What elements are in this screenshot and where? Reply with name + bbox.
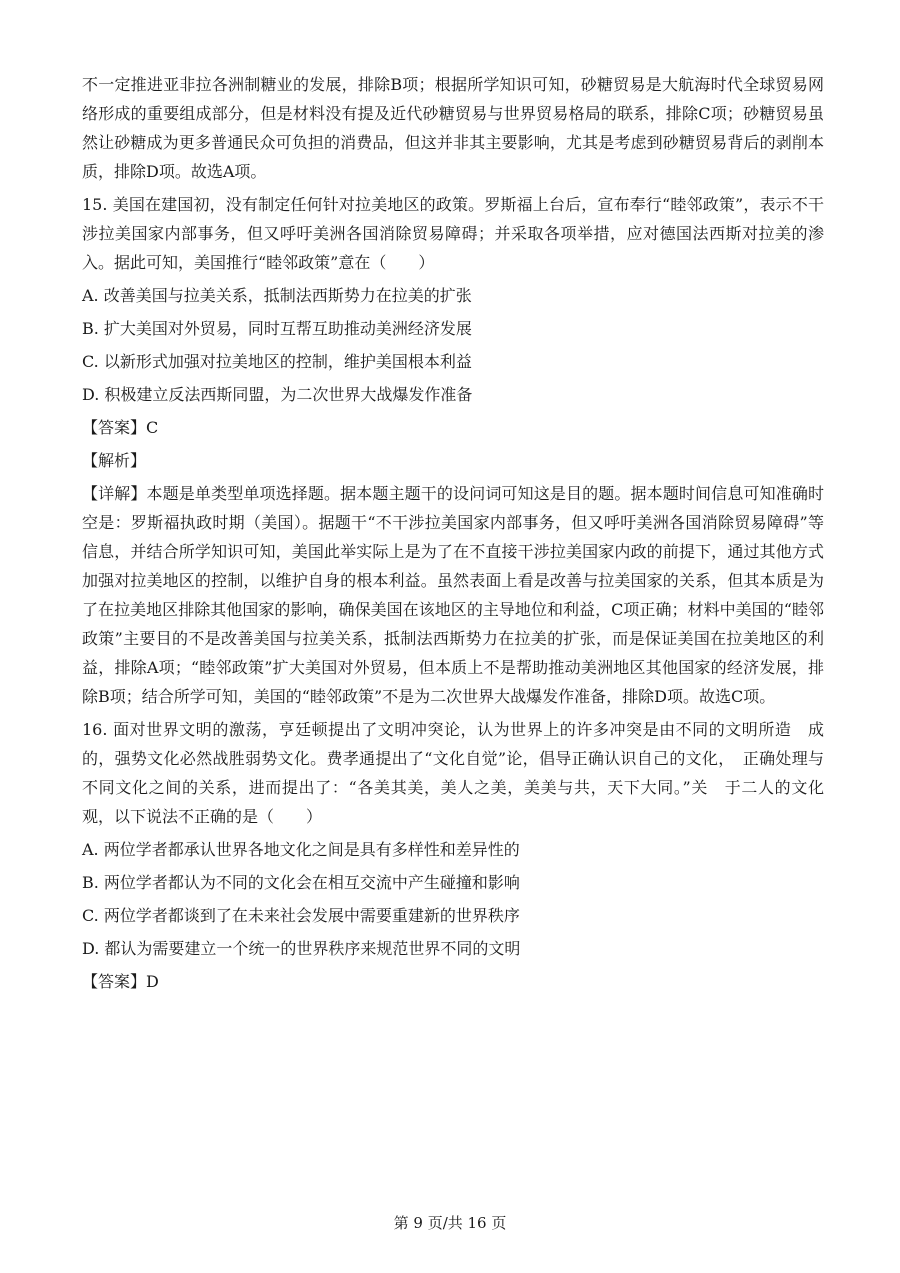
question-15-option-a: A. 改善美国与拉美关系，抵制法西斯势力在拉美的扩张 [82,286,472,305]
document-body [82,70,824,1000]
question-15-option-c: C. 以新形式加强对拉美地区的控制，维护美国根本利益 [82,352,472,371]
question-16-option-c: C. 两位学者都谈到了在未来社会发展中需要重建新的世界秩序 [82,906,520,925]
question-15-option-b: B. 扩大美国对外贸易，同时互帮互助推动美洲经济发展 [82,319,472,338]
question-16-option-a: A. 两位学者都承认世界各地文化之间是具有多样性和差异性的 [82,840,520,859]
question-16-option-d: D. 都认为需要建立一个统一的世界秩序来规范世界不同的文明 [82,939,521,958]
question-15-answer: 【答案】C [82,418,159,437]
paragraph-continued-explanation: 不一定推进亚非拉各洲制糖业的发展，排除B项；根据所学知识可知，砂糖贸易是大航海时代全球贸易网络形成的重要组成部分，但是材料没有提及近代砂糖贸易与世界贸易格局的联系，排除C项；砂糖贸易虽然让砂糖成为更多普通民众可负担的消费品，但这并非其主要影响，尤其是考虑到砂糖贸易背后的剥削本质，排除D项。故选A项。 [82,75,824,181]
question-16-stem: 16. 面对世界文明的激荡，亨廷顿提出了文明冲突论，认为世界上的许多冲突是由不同的文明所造 成的，强势文化必然战胜弱势文化。费孝通提出了“文化自觉”论，倡导正确认识自己的文化， 正确处理与不同文化之间的关系，进而提出了：“各美其美，美人之美，美美与共，天下大同。”关 于二人的文化观，以下说法不正确的是（ ） [82,720,824,826]
page-number-footer: 第 9 页/共 16 页 [393,1214,507,1232]
question-15-stem: 15. 美国在建国初，没有制定任何针对拉美地区的政策。罗斯福上台后，宣布奉行“睦邻政策”，表示不干涉拉美国家内部事务，但又呼吁美洲各国消除贸易障碍；并采取各项举措，应对德国法西斯对拉美的渗入。据此可知，美国推行“睦邻政策”意在（ ） [82,195,824,272]
question-15-analysis-label: 【解析】 [82,451,147,470]
question-15-detail: 【详解】本题是单类型单项选择题。据本题主题干的设问词可知这是目的题。据本题时间信息可知准确时空是：罗斯福执政时期（美国）。据题干“不干涉拉美国家内部事务，但又呼吁美洲各国消除贸易障碍”等信息，并结合所学知识可知，美国此举实际上是为了在不直接干涉拉美国家内政的前提下，通过其他方式加强对拉美地区的控制，以维护自身的根本利益。虽然表面上看是改善与拉美国家的关系，但其本质是为了在拉美地区排除其他国家的影响，确保美国在该地区的主导地位和利益，C项正确；材料中美国的“睦邻政策”主要目的不是改善美国与拉美关系，抵制法西斯势力在拉美的扩张，而是保证美国在拉美地区的利益，排除A项；“睦邻政策”扩大美国对外贸易，但本质上不是帮助推动美洲地区其他国家的经济发展，排除B项；结合所学可知，美国的“睦邻政策”不是为二次世界大战爆发作准备，排除D项。故选C项。 [82,484,824,706]
question-16-answer: 【答案】D [82,972,159,991]
question-15-option-d: D. 积极建立反法西斯同盟，为二次世界大战爆发作准备 [82,385,473,404]
question-16-option-b: B. 两位学者都认为不同的文化会在相互交流中产生碰撞和影响 [82,873,520,892]
